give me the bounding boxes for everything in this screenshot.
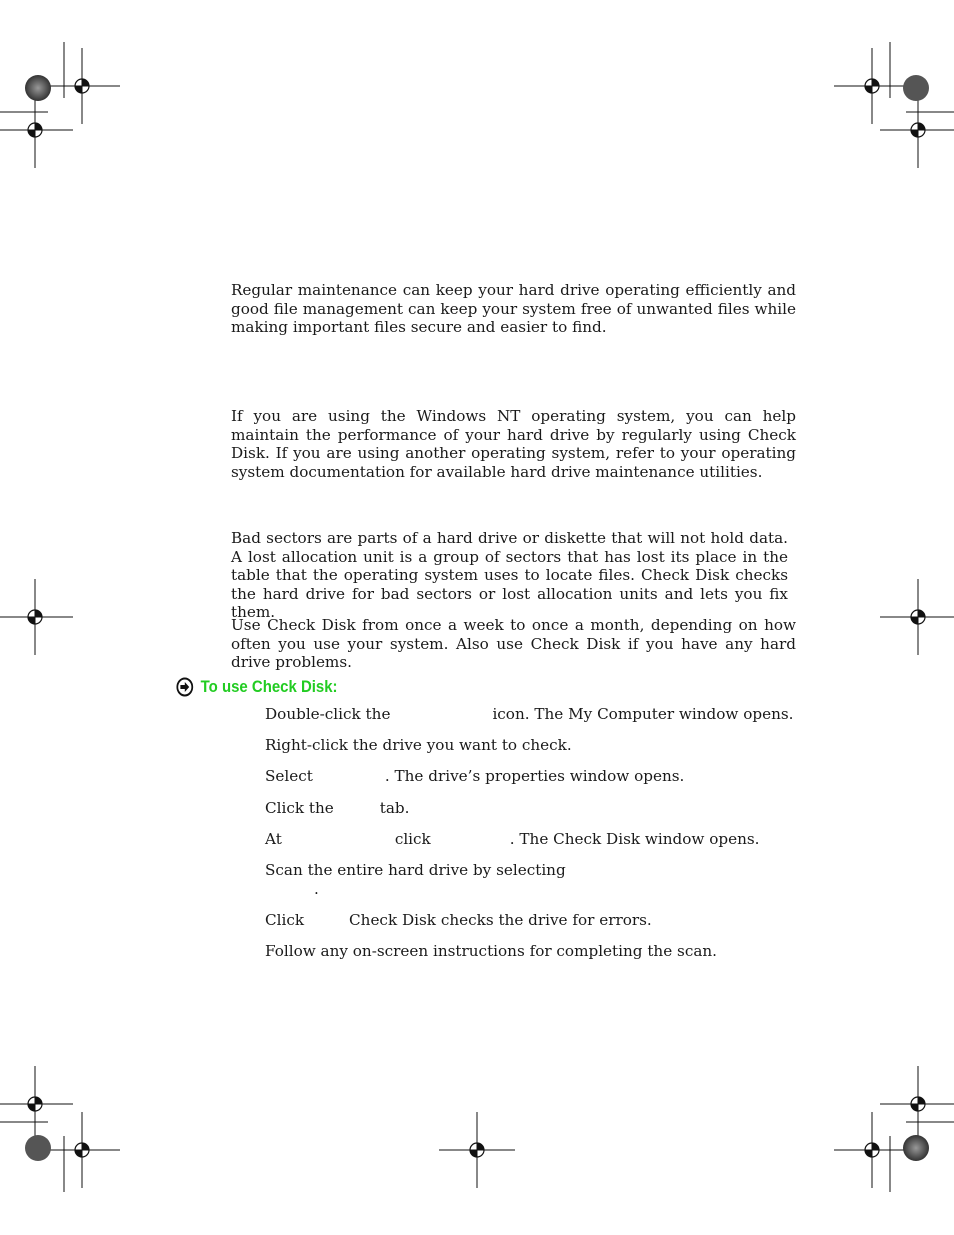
step-1 <box>265 705 794 724</box>
step-7-text-a: Click <box>265 911 305 929</box>
step-5-text-b: click <box>394 830 431 848</box>
step-6 <box>265 861 566 898</box>
step-3-text-b: . The drive’s properties window opens. <box>384 767 685 785</box>
intro-paragraph: Regular maintenance can keep your hard drive operating efficiently and good file management can keep your system free of unwanted files while making important files secure and easier to find. <box>231 281 796 337</box>
registration-mark-icon <box>44 1112 120 1188</box>
color-wheel-icon <box>903 1135 929 1161</box>
step-7 <box>265 911 652 930</box>
step-1-text-b: icon. The My Computer window opens. <box>492 705 794 723</box>
registration-mark-icon <box>0 579 73 655</box>
registration-mark-icon <box>439 1112 515 1188</box>
registration-mark-icon <box>0 92 73 168</box>
check-disk-frequency-paragraph: Use Check Disk from once a week to once a month, depending on how often you use your system. Also use Check Disk if you have any hard drive problems. <box>231 616 796 672</box>
step-6-text-b: . <box>314 879 319 898</box>
registration-mark-icon <box>880 1066 954 1142</box>
step-8-text: Follow any on-screen instructions for completing the scan. <box>265 942 717 960</box>
procedure-heading-text: To use Check Disk: <box>200 677 338 696</box>
registration-mark-icon <box>0 1066 73 1142</box>
step-8 <box>265 942 717 961</box>
step-5-text-a: At <box>265 830 282 848</box>
procedure-heading <box>176 677 338 697</box>
arrow-right-circle-icon <box>176 677 194 697</box>
step-5 <box>265 830 760 849</box>
step-5-text-c: . The Check Disk window opens. <box>509 830 760 848</box>
step-2-text: Right-click the drive you want to check. <box>265 736 572 754</box>
windows-nt-paragraph: If you are using the Windows NT operating system, you can help maintain the performance of your hard drive by regularly using Check Disk. If you are using another operating system, refer to your operating system documentation for available hard drive maintenance utilities. <box>231 407 796 481</box>
step-2 <box>265 736 572 755</box>
color-wheel-icon <box>903 75 929 101</box>
registration-mark-icon <box>834 48 910 124</box>
color-wheel-icon <box>25 75 51 101</box>
registration-mark-icon <box>44 48 120 124</box>
step-6-text-a: Scan the entire hard drive by selecting <box>265 861 566 879</box>
step-4-text-a: Click the <box>265 799 334 817</box>
registration-mark-icon <box>880 579 954 655</box>
step-7-text-b: Check Disk checks the drive for errors. <box>349 911 652 929</box>
registration-mark-icon <box>834 1112 910 1188</box>
step-4 <box>265 799 409 818</box>
step-4-text-b: tab. <box>379 799 410 817</box>
step-3-text-a: Select <box>265 767 313 785</box>
color-wheel-icon <box>25 1135 51 1161</box>
bad-sectors-paragraph: Bad sectors are parts of a hard drive or diskette that will not hold data. A lost allocation unit is a group of sectors that has lost its place in the table that the operating system uses to locate files. Check Disk checks the hard drive for bad sectors or lost allocation units and lets you fix them. <box>231 529 788 622</box>
step-1-text-a: Double-click the <box>265 705 391 723</box>
step-3 <box>265 767 684 786</box>
registration-mark-icon <box>880 92 954 168</box>
